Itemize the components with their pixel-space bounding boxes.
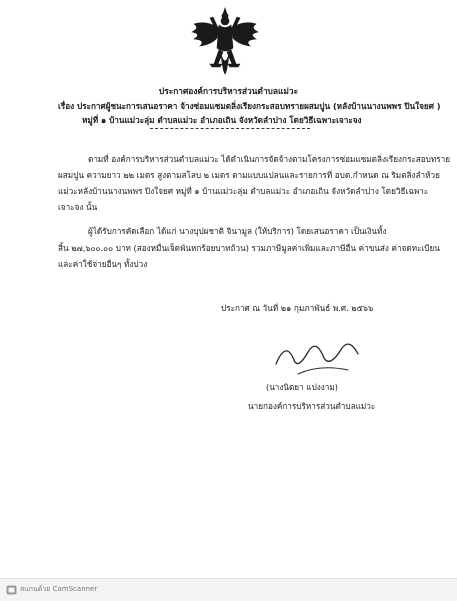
divider	[150, 128, 310, 129]
paragraph-2-line-3: และค่าใช้จ่ายอื่นๆ ทั้งปวง	[58, 259, 148, 269]
scanner-label: สแกนด้วย CamScanner	[20, 585, 98, 593]
subject-line-2: หมู่ที่ ๑ บ้านแม่วะลุ่ม ตำบลแม่วะ อำเภอเถิน จังหวัดลำปาง โดยวิธีเฉพาะเจาะจง	[82, 115, 362, 125]
signer-title: นายกองค์การบริหารส่วนตำบลแม่วะ	[248, 401, 376, 411]
paragraph-1-line-4: เจาะจง นั้น	[58, 202, 98, 212]
signature-mark	[268, 334, 368, 380]
announcement-date: ประกาศ ณ วันที่ ๒๑ กุมภาพันธ์ พ.ศ. ๒๕๖๖	[221, 303, 374, 313]
signer-name: (นางนิตยา แปงงาม)	[266, 382, 338, 392]
garuda-emblem-icon	[186, 6, 264, 76]
camscanner-icon	[6, 585, 17, 595]
paragraph-1-line-1: ตามที่ องค์การบริหารส่วนตำบลแม่วะ ได้ดำเนินการจัดจ้างตามโครงการซ่อมแซมตลิ่งเรียงกระสอบทราย	[88, 154, 451, 164]
paragraph-1-line-2: ผสมปูน ความยาว ๒๒ เมตร สูงตามสโลบ ๒ เมตร ตามแบบแปลนและรายการที่ อบต.กำหนด ณ ริมตลิ่งลำห้วย	[58, 170, 440, 180]
paragraph-2-line-1: ผู้ได้รับการคัดเลือก ได้แก่ นางบุปผชาติ จินามูล (ให้บริการ) โดยเสนอราคา เป็นเงินทั้ง	[88, 226, 387, 236]
subject-line-1: เรื่อง ประกาศผู้ชนะการเสนอราคา จ้างซ่อมแซมตลิ่งเรียงกระสอบทรายผสมปูน (หลังบ้านนางนพพร ปินใจยศ )	[58, 101, 441, 111]
paragraph-1-line-3: แม่วะหลังบ้านนางนพพร ปิงใจยศ หมู่ที่ ๑ บ้านแม่วะลุ่ม ตำบลแม่วะ อำเภอเถิน จังหวัดลำปาง โดยวิธีเฉพาะ	[58, 186, 429, 196]
scanner-footer	[0, 578, 457, 601]
paragraph-2-line-2: สิ้น ๒๗,๖๐๐.๐๐ บาท (สองหมื่นเจ็ดพันหกร้อยบาทถ้วน) รวมภาษีมูลค่าเพิ่มและภาษีอื่น ค่าขนส่ง ค่าจดทะเบียน	[58, 243, 440, 253]
document-heading: ประกาศองค์การบริหารส่วนตำบลแม่วะ	[158, 86, 299, 96]
